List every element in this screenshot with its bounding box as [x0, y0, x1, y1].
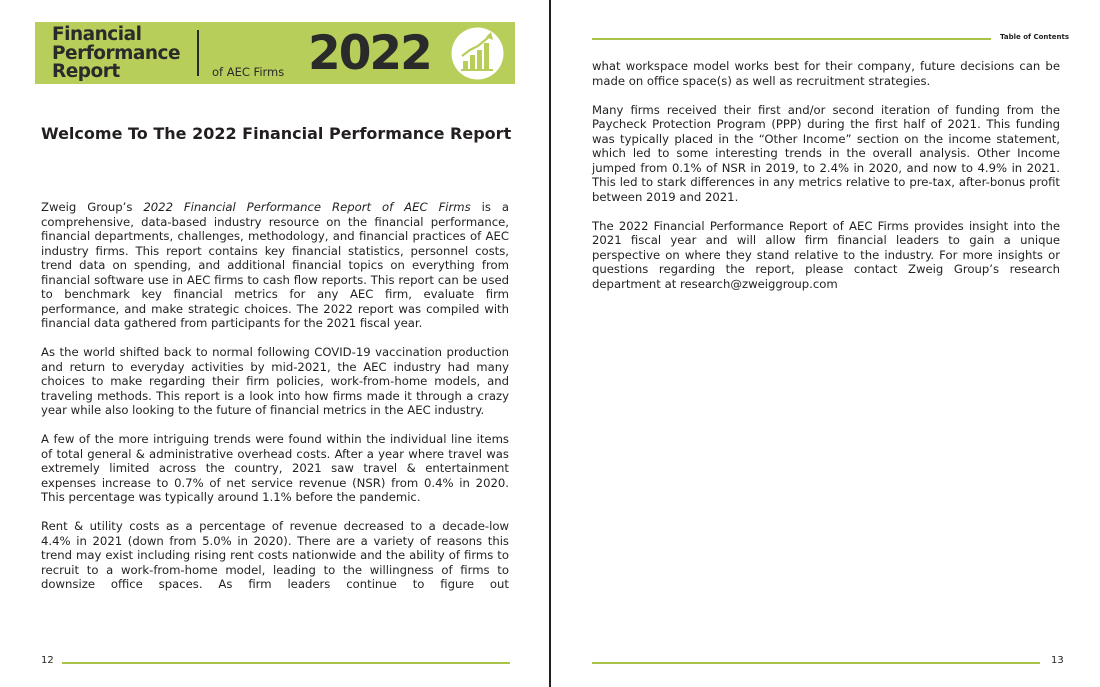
left-page [0, 0, 549, 687]
paragraph [41, 200, 509, 331]
paragraph-rest: is a comprehensive, data-based industry resource on the financial performance, financial departments, challenges, methodology, and financial practices of AEC industry firms. This report contains key financial statistics, personnel costs, trend data on spending, and additional financial topics on everything from financial software use in AEC firms to cash flow reports. This report can be used to benchmark key financial metrics for any AEC firm, evaluate firm performance, and make strategic choices. The 2022 report was compiled with financial data gathered from participants for the 2021 fiscal year. [41, 200, 509, 330]
paragraph-intro: Zweig Group’s [41, 200, 144, 214]
bar-chart-growth-icon [450, 26, 505, 81]
banner-subtitle: of AEC Firms [212, 65, 285, 79]
page-heading: Welcome To The 2022 Financial Performance Report [41, 124, 512, 143]
banner-title-line: Financial [52, 24, 142, 45]
page-number: 12 [41, 655, 54, 666]
header-rule [592, 38, 991, 40]
banner-title-line: Report [52, 61, 120, 82]
banner-divider [197, 30, 199, 76]
left-body-text [41, 200, 509, 606]
footer-rule [592, 662, 1040, 664]
report-title-italic: 2022 Financial Performance Report of AEC Firms [143, 200, 471, 214]
paragraph: Rent & utility costs as a percentage of revenue decreased to a decade-low 4.4% in 2021 (down from 5.0% in 2020). There are a variety of reasons this trend may exist including rising rent costs nationwide and the ability of firms to recruit to a work-from-home model, leading to the willingness of firms to downsize office spaces. As firm leaders continue to figure out [41, 519, 509, 591]
banner-title [52, 26, 180, 82]
paragraph: what workspace model works best for their company, future decisions can be made on office space(s) as well as recruitment strategies. [592, 59, 1060, 88]
banner-title-line: Performance [52, 42, 181, 64]
right-page [551, 0, 1100, 687]
footer-rule [62, 662, 510, 664]
report-banner [35, 22, 515, 84]
paragraph: A few of the more intriguing trends were found within the individual line items of total general & administrative overhead costs. After a year where travel was extremely limited across the country, 2021 saw travel & entertainment expenses increase to 0.7% of net service revenue (NSR) from 0.4% in 2020. This percentage was typically around 1.1% before the pandemic. [41, 432, 509, 504]
paragraph: The 2022 Financial Performance Report of AEC Firms provides insight into the 2021 fiscal year and will allow firm financial leaders to gain a unique perspective on where they stand relative to the industry. For more insights or questions regarding the report, please contact Zweig Group’s research department at research@zweiggroup.com [592, 218, 1060, 291]
paragraph: As the world shifted back to normal following COVID-19 vaccination production and return to everyday activities by mid-2021, the AEC industry had many choices to make regarding their firm policies, work-from-home models, and traveling methods. This report is a look into how firms made it through a crazy year while also looking to the future of financial metrics in the AEC industry. [41, 345, 509, 417]
right-body-text [592, 59, 1060, 306]
table-of-contents-link[interactable]: Table of Contents [1000, 33, 1070, 41]
paragraph: Many firms received their first and/or second iteration of funding from the Paycheck Protection Program (PPP) during the first half of 2021. This funding was typically placed in the “Other Income” section on the income statement, which led to some interesting trends in the overall analysis. Other Income jumped from 0.1% of NSR in 2019, to 2.4% in 2020, and now to 4.9% in 2021. This led to stark differences in any metrics relative to pre-tax, after-bonus profit between 2019 and 2021. [592, 102, 1060, 204]
banner-year: 2022 [308, 26, 431, 81]
page-number: 13 [1051, 655, 1064, 666]
